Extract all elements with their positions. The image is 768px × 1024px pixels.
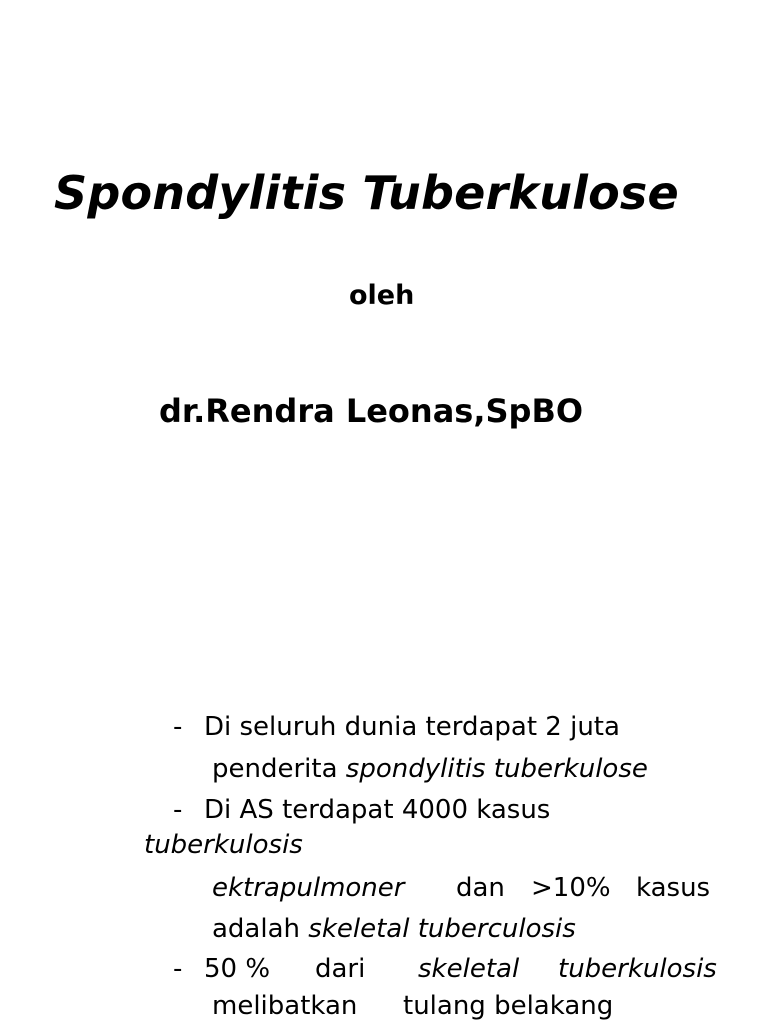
bullet-3-percent: 50 % — [204, 954, 271, 984]
by-label: oleh — [349, 280, 415, 311]
bullet-2-line-3-percent: >10% — [531, 873, 611, 903]
bullet-dash: - — [173, 795, 183, 825]
bullet-dash: - — [173, 954, 183, 984]
bullet-dash: - — [173, 712, 183, 742]
bullet-3-word: melibatkan — [212, 991, 358, 1021]
bullet-3-term: skeletal — [418, 954, 520, 984]
bullet-3-word: tulang belakang — [403, 991, 614, 1021]
bullet-2-line-3-word: kasus — [636, 873, 711, 903]
bullet-2-line-2: tuberkulosis — [144, 830, 303, 860]
bullet-3-term: tuberkulosis — [558, 954, 717, 984]
slide-title: Spondylitis Tuberkulose — [54, 166, 679, 220]
bullet-2-line-1: Di AS terdapat 4000 kasus — [204, 795, 551, 825]
bullet-2-text: adalah — [212, 914, 309, 944]
bullet-1-line-2 — [212, 754, 648, 784]
bullet-2-line-3-term: ektrapulmoner — [212, 873, 405, 903]
bullet-1-line-1: Di seluruh dunia terdapat 2 juta — [204, 712, 620, 742]
author-name: dr.Rendra Leonas,SpBO — [159, 392, 584, 430]
bullet-1-term: spondylitis tuberkulose — [345, 754, 648, 784]
bullet-3-word: dari — [315, 954, 366, 984]
bullet-1-text: penderita — [212, 754, 346, 784]
bullet-2-term: skeletal tuberculosis — [308, 914, 576, 944]
bullet-2-line-3-word: dan — [456, 873, 505, 903]
bullet-2-line-4 — [212, 914, 576, 944]
